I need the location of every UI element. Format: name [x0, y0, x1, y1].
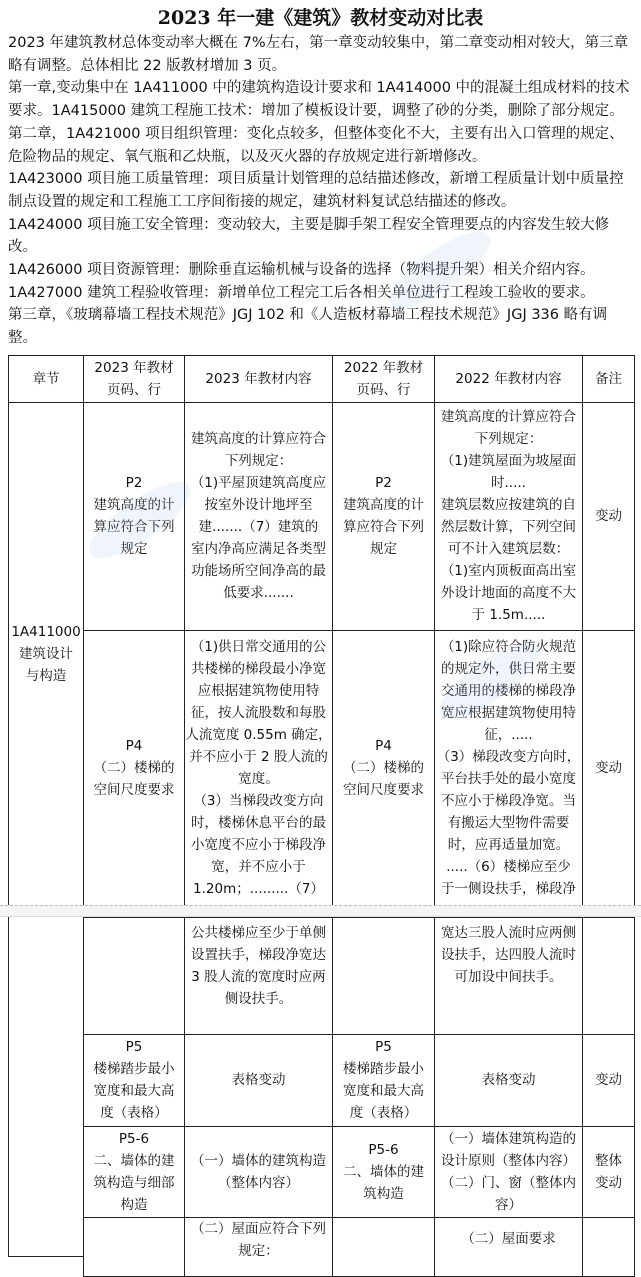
row-2023-page: [83, 917, 185, 1035]
row-2023-content: 表格变动: [184, 1034, 333, 1127]
row-note: [582, 917, 635, 1035]
row-note: 变动: [582, 402, 635, 631]
intro-paragraph: 1A427000 建筑工程验收管理：新增单位工程完工后各相关单位进行工程竣工验收的要求。: [8, 284, 595, 301]
row-2022-page: P5-6 二、墙体的建 筑构造: [332, 1126, 435, 1218]
intro-paragraph: 1A426000 项目资源管理：删除垂直运输机械与设备的选择（物料提升架）相关介绍内容。: [8, 262, 595, 279]
header-note: 备注: [582, 355, 635, 403]
intro-paragraph: 第三章，《玻璃幕墙工程技术规范》JGJ 102 和《人造板材幕墙工程技术规范》JGJ 336 略有调整。: [8, 307, 608, 347]
row-2023-content: 公共楼梯应至少于单侧 设置扶手，梯段净宽达 3 股人流的宽度时应两 侧设扶手。: [184, 917, 333, 1035]
intro-paragraph: 第一章,变动集中在 1A411000 中的建筑构造设计要求和 1A414000 中的混凝土组成材料的技术要求。1A415000 建筑工程施工技术：增加了模板设计要，调整了砂的分类，删除了部分规定。: [8, 80, 630, 120]
row-2022-page: [332, 917, 435, 1035]
header-chapter: 章节: [8, 355, 84, 403]
header-2022-content: 2022 年教材内容: [434, 355, 583, 403]
page-break: [0, 905, 641, 917]
row-2023-content: （二）屋面应符合下列 规定：: [184, 1217, 333, 1277]
row-2022-content: （一）墙体建筑构造的 设计原则（整体内容） （二）门、窗（整体内 容）: [434, 1126, 583, 1218]
row-2022-content: 宽达三股人流时应两侧 设扶手，达四股人流时 可加设中间扶手。: [434, 917, 583, 1035]
row-2022-page: [332, 1217, 435, 1277]
row-2022-content: 建筑高度的计算应符合 下列规定： （1)建筑屋面为坡屋面 时..... 建筑层数应按建筑的自 然层数计算，下列空间 可不计入建筑层数： （1)室内顶板面高出室 外设计地面的高度不大 于 1.5m.....: [434, 402, 583, 631]
header-2023-content: 2023 年教材内容: [184, 355, 333, 403]
row-2023-page: P2 建筑高度的计 算应符合下列 规定: [83, 402, 185, 631]
row-2023-page: P5-6 二、墙体的建 筑构造与细部 构造: [83, 1126, 185, 1218]
intro-paragraph: 2023 年建筑教材总体变动率大概在 7%左右，第一章变动较集中，第二章变动相对较大，第三章略有调整。总体相比 22 版教材增加 3 页。: [8, 35, 629, 74]
row-2023-page: [83, 1217, 185, 1277]
row-2023-page: P5 楼梯踏步最小 宽度和最大高 度（表格）: [83, 1034, 185, 1127]
section-cell-continued: [8, 917, 84, 1257]
row-note: [582, 1217, 635, 1277]
row-note: 变动: [582, 630, 635, 906]
row-2022-content: 表格变动: [434, 1034, 583, 1127]
intro-paragraph: 1A423000 项目施工质量管理：项目质量计划管理的总结描述修改，新增工程质量计划中质量控制点设置的规定和工程施工工序间衔接的规定，建筑材料复试总结描述的修改。: [8, 171, 624, 210]
row-note: 整体 变动: [582, 1126, 635, 1218]
comparison-table: [0, 355, 641, 1259]
intro-paragraph: 第二章，1A421000 项目组织管理：变化点较多，但整体变化不大，主要有出入口管理的规定、危险物品的规定、氧气瓶和乙炔瓶，以及灭火器的存放规定进行新增修改。: [8, 125, 624, 165]
row-2022-content: （二）屋面要求: [434, 1217, 583, 1277]
intro-section: [8, 32, 636, 350]
row-2022-content: （1)除应符合防火规范 的规定外，供日常主要 交通用的楼梯的梯段净 宽应根据建筑物使用特 征，..... （3）梯段改变方向时， 平台扶手处的最小宽度 不应小于梯段净宽。当 有搬运大型物件需要 时，应再适量加宽。 .....（6）楼梯应至少 于一侧设扶手，梯段净: [434, 630, 583, 906]
row-2023-content: 建筑高度的计算应符合 下列规定： （1)平屋顶建筑高度应 按室外设计地坪至 建.......（7）建筑的 室内净高应满足各类型 功能场所空间净高的最 低要求.......: [184, 402, 333, 631]
row-2022-page: P4 （二）楼梯的 空间尺度要求: [332, 630, 435, 906]
row-2022-page: P2 建筑高度的计 算应符合下列 规定: [332, 402, 435, 631]
row-2023-content: （1)供日常交通用的公 共楼梯的梯段最小净宽 应根据建筑物使用特 征，按人流股数和每股 人流宽度 0.55m 确定， 并不应小于 2 股人流的 宽度。 （3）当梯段改变方向 时，楼梯休息平台的最 小宽度不应小于梯段净 宽，并不应小于 1.20m；.........（7）: [184, 630, 333, 906]
intro-paragraph: 1A424000 项目施工安全管理：变动较大，主要是脚手架工程安全管理要点的内容发生较大修改。: [8, 216, 610, 256]
document-title: 2023 年一建《建筑》教材变动对比表: [157, 7, 484, 29]
header-2023-page: 2023 年教材 页码、行: [83, 355, 185, 403]
section-cell: 1A411000 建筑设计 与构造: [8, 402, 84, 905]
row-2023-page: P4 （二）楼梯的 空间尺度要求: [83, 630, 185, 906]
row-2023-content: （一）墙体的建筑构造 （整体内容）: [184, 1126, 333, 1218]
header-2022-page: 2022 年教材 页码、行: [332, 355, 435, 403]
row-2022-page: P5 楼梯踏步最小 宽度和最大高 度（表格）: [332, 1034, 435, 1127]
row-note: 变动: [582, 1034, 635, 1127]
